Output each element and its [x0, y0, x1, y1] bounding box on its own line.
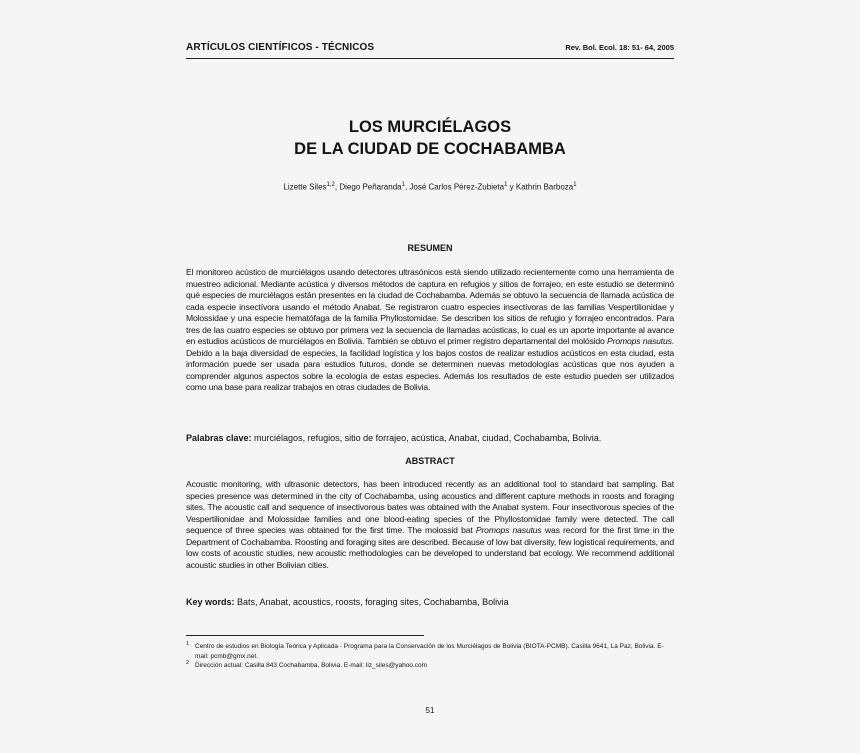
journal-citation: Rev. Bol. Ecol. 18: 51- 64, 2005	[565, 43, 674, 52]
resumen-text-1: El monitoreo acústico de murciélagos usando detectores ultrasónicos está siendo utilizado recientemente como una herramienta de muestreo adicional. Mediante acústica y diversos métodos de captura en refugios y sitios de forrajeo, en este estudio se determinó qué especies de murciélagos están presentes en la ciudad de Cochabamba. Además se obtuvo la secuencia de llamada acústica de cada especie insectívora usando el método Anabat. Se registraron cuatro especies insectívoras de las familias Vespertilionidae y Molossidae y una especie hematófaga de la familia Phyllostomidae. Se describen los sitios de refugio y forrajeo encontrados. Para tres de las cuatro especies se obtuvo por primera vez la secuencia de llamadas acústicas, lo cual es un aporte importante al avance en estudios acústicos de murciélagos en Bolivia. También se obtuvo el primer registro departamental del molósido	[186, 267, 674, 346]
author-list	[186, 182, 674, 192]
footnote-text: Centro de estudios en Biología Teórica y Aplicada - Programa para la Conservación de los Murciélagos de Bolivia (BIOTA-PCMB). Casilla 9641, La Paz, Bolivia. E-mail: pcmb@gmx.net.	[195, 643, 664, 660]
author-4: y Kathrin Barboza	[507, 182, 574, 192]
abstract-text-1: Acoustic monitoring, with ultrasonic detectors, has been introduced recently as an additional tool to standard bat sampling. Bat species presence was determined in the city of Cochabamba, using acoustics and different capture methods in roosts and foraging sites. The acoustic call and sequence of insectivorous bates was obtained with the Anabat system. Four insectivorous species of the Vespertilionidae and Molossidae families and one blood-eating species of the Phyllostomidae family were detected. The call sequence of three species was obtained for the first time. The molossid bat	[186, 479, 674, 535]
author-1: Lizette Siles	[283, 182, 327, 192]
author-3: , José Carlos Pérez-Zubieta	[404, 182, 505, 192]
section-label: ARTÍCULOS CIENTÍFICOS - TÉCNICOS	[186, 42, 375, 53]
abstract-heading: ABSTRACT	[405, 456, 455, 466]
footnote-text: Dirección actual: Casilla 843 Cochabamba, Bolivia. E-mail: liz_siles@yahoo.com	[195, 662, 428, 669]
abstract-text-2: was record for the first time in the Department of Cochabamba. Roosting and foraging sites are described. Because of low bat diversity, few logistical requirements, and low costs of acoustic studies, new acoustic methodologies can be developed to understand bat ecology. We recommend additional acoustic studies in other Bolivian cities.	[186, 525, 675, 570]
title-line-1: LOS MURCIÉLAGOS	[348, 118, 512, 136]
resumen-body	[186, 267, 674, 394]
footnote-number: 1	[186, 641, 190, 647]
author-2: , Diego Peñaranda	[334, 182, 402, 192]
footnote	[186, 642, 674, 661]
palabras-clave-label: Palabras clave:	[186, 433, 252, 443]
header-rule	[186, 58, 674, 59]
key-words-label: Key words:	[186, 597, 235, 607]
footnotes	[186, 642, 674, 671]
resumen-heading: RESUMEN	[407, 243, 453, 253]
author-1-affiliation: 1,2	[326, 182, 335, 188]
author-3-affiliation: 1	[504, 182, 508, 188]
key-words	[186, 596, 674, 608]
page-number: 51	[425, 706, 435, 715]
footnote-rule	[186, 635, 424, 636]
resumen-species-name: Promops nasutus	[607, 336, 672, 346]
footnote-number: 2	[186, 660, 190, 666]
author-4-affiliation: 1	[573, 182, 577, 188]
key-words-list: Bats, Anabat, acoustics, roosts, foraging sites, Cochabamba, Bolivia	[234, 597, 509, 607]
abstract-body	[186, 479, 674, 571]
title-line-2: DE LA CIUDAD DE COCHABAMBA	[294, 140, 566, 158]
author-2-affiliation: 1	[401, 182, 405, 188]
resumen-text-2: . Debido a la baja diversidad de especies, la facilidad logística y los bajos costos de realizar estudios acústicos en esta ciudad, esta información puede ser usada para estudios futuros, donde se determinen nuevas metodologías acústicas que nos ayuden a comprender algunos aspectos sobre la ecología de estas especies. Además los resultados de este estudio pueden ser utilizados como una base para realizar trabajos en otras ciudades de Bolivia.	[186, 336, 675, 392]
paper-title	[186, 116, 674, 160]
palabras-clave-list: murciélagos, refugios, sitio de forrajeo, acústica, Anabat, ciudad, Cochabamba, Bolivia.	[251, 433, 602, 443]
footnote	[186, 661, 674, 671]
abstract-species-name: Promops nasutus	[475, 525, 542, 535]
running-header	[186, 42, 674, 56]
palabras-clave	[186, 432, 674, 444]
